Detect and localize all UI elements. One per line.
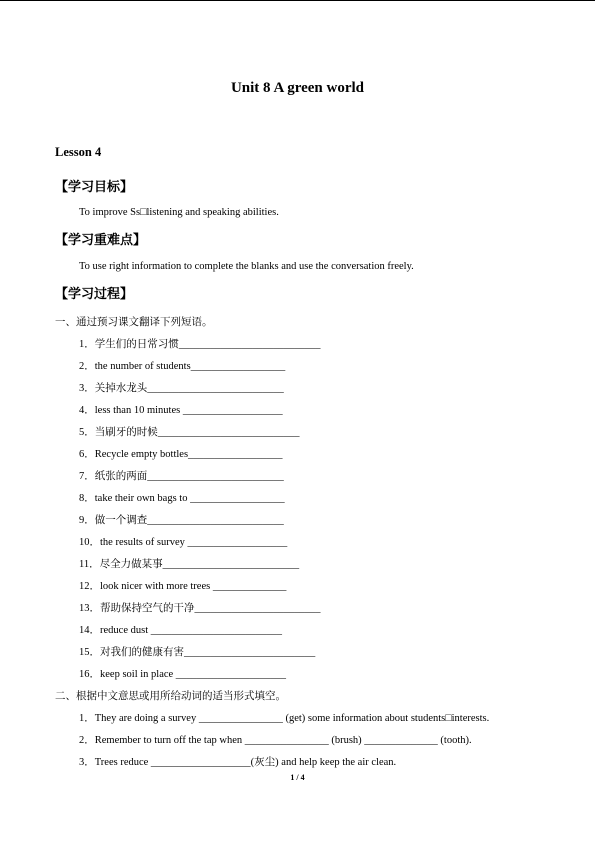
part2-heading: 二、根据中文意思或用所给动词的适当形式填空。 [55, 691, 286, 702]
page-number: 1 / 4 [290, 773, 305, 782]
part1-item: 4．less than 10 minutes ___________________ [79, 405, 283, 416]
part1-item: 15．对我们的健康有害_________________________ [79, 647, 316, 658]
key-points-heading: 【学习重难点】 [55, 232, 147, 247]
part1-item: 11．尽全力做某事__________________________ [79, 559, 300, 570]
page-title: Unit 8 A green world [230, 80, 365, 96]
part1-item: 16．keep soil in place _____________________ [79, 669, 287, 680]
objectives-heading: 【学习目标】 [55, 179, 134, 194]
part1-item: 6．Recycle empty bottles__________________ [79, 449, 283, 460]
top-border-line [0, 0, 595, 1]
part1-item: 13．帮助保持空气的干净________________________ [79, 603, 321, 614]
part1-item: 8．take their own bags to __________________ [79, 493, 285, 504]
part1-item: 9．做一个调查__________________________ [79, 515, 284, 526]
key-points-text: To use right information to complete the blanks and use the conversation freely. [79, 261, 414, 272]
part2-item: 1．They are doing a survey ________________ (get) some information about students□interests. [79, 713, 490, 724]
part1-heading: 一、通过预习课文翻译下列短语。 [55, 317, 213, 328]
part1-item: 10．the results of survey ___________________ [79, 537, 288, 548]
part1-item: 7．纸张的两面__________________________ [79, 471, 284, 482]
part1-item: 12．look nicer with more trees ______________ [79, 581, 287, 592]
part1-item: 5．当刷牙的时候___________________________ [79, 427, 300, 438]
part2-item: 2．Remember to turn off the tap when ________________ (brush) ______________ (tooth). [79, 735, 472, 746]
part2-item: 3．Trees reduce ___________________(灰尘) and help keep the air clean. [79, 757, 397, 768]
process-heading: 【学习过程】 [55, 286, 134, 301]
objectives-text: To improve Ss□listening and speaking abilities. [79, 207, 279, 218]
part1-item: 14．reduce dust _________________________ [79, 625, 282, 636]
part1-item: 1．学生们的日常习惯___________________________ [79, 339, 321, 350]
part1-item: 2．the number of students__________________ [79, 361, 286, 372]
part1-item: 3．关掉水龙头__________________________ [79, 383, 284, 394]
lesson-label: Lesson 4 [55, 145, 102, 159]
